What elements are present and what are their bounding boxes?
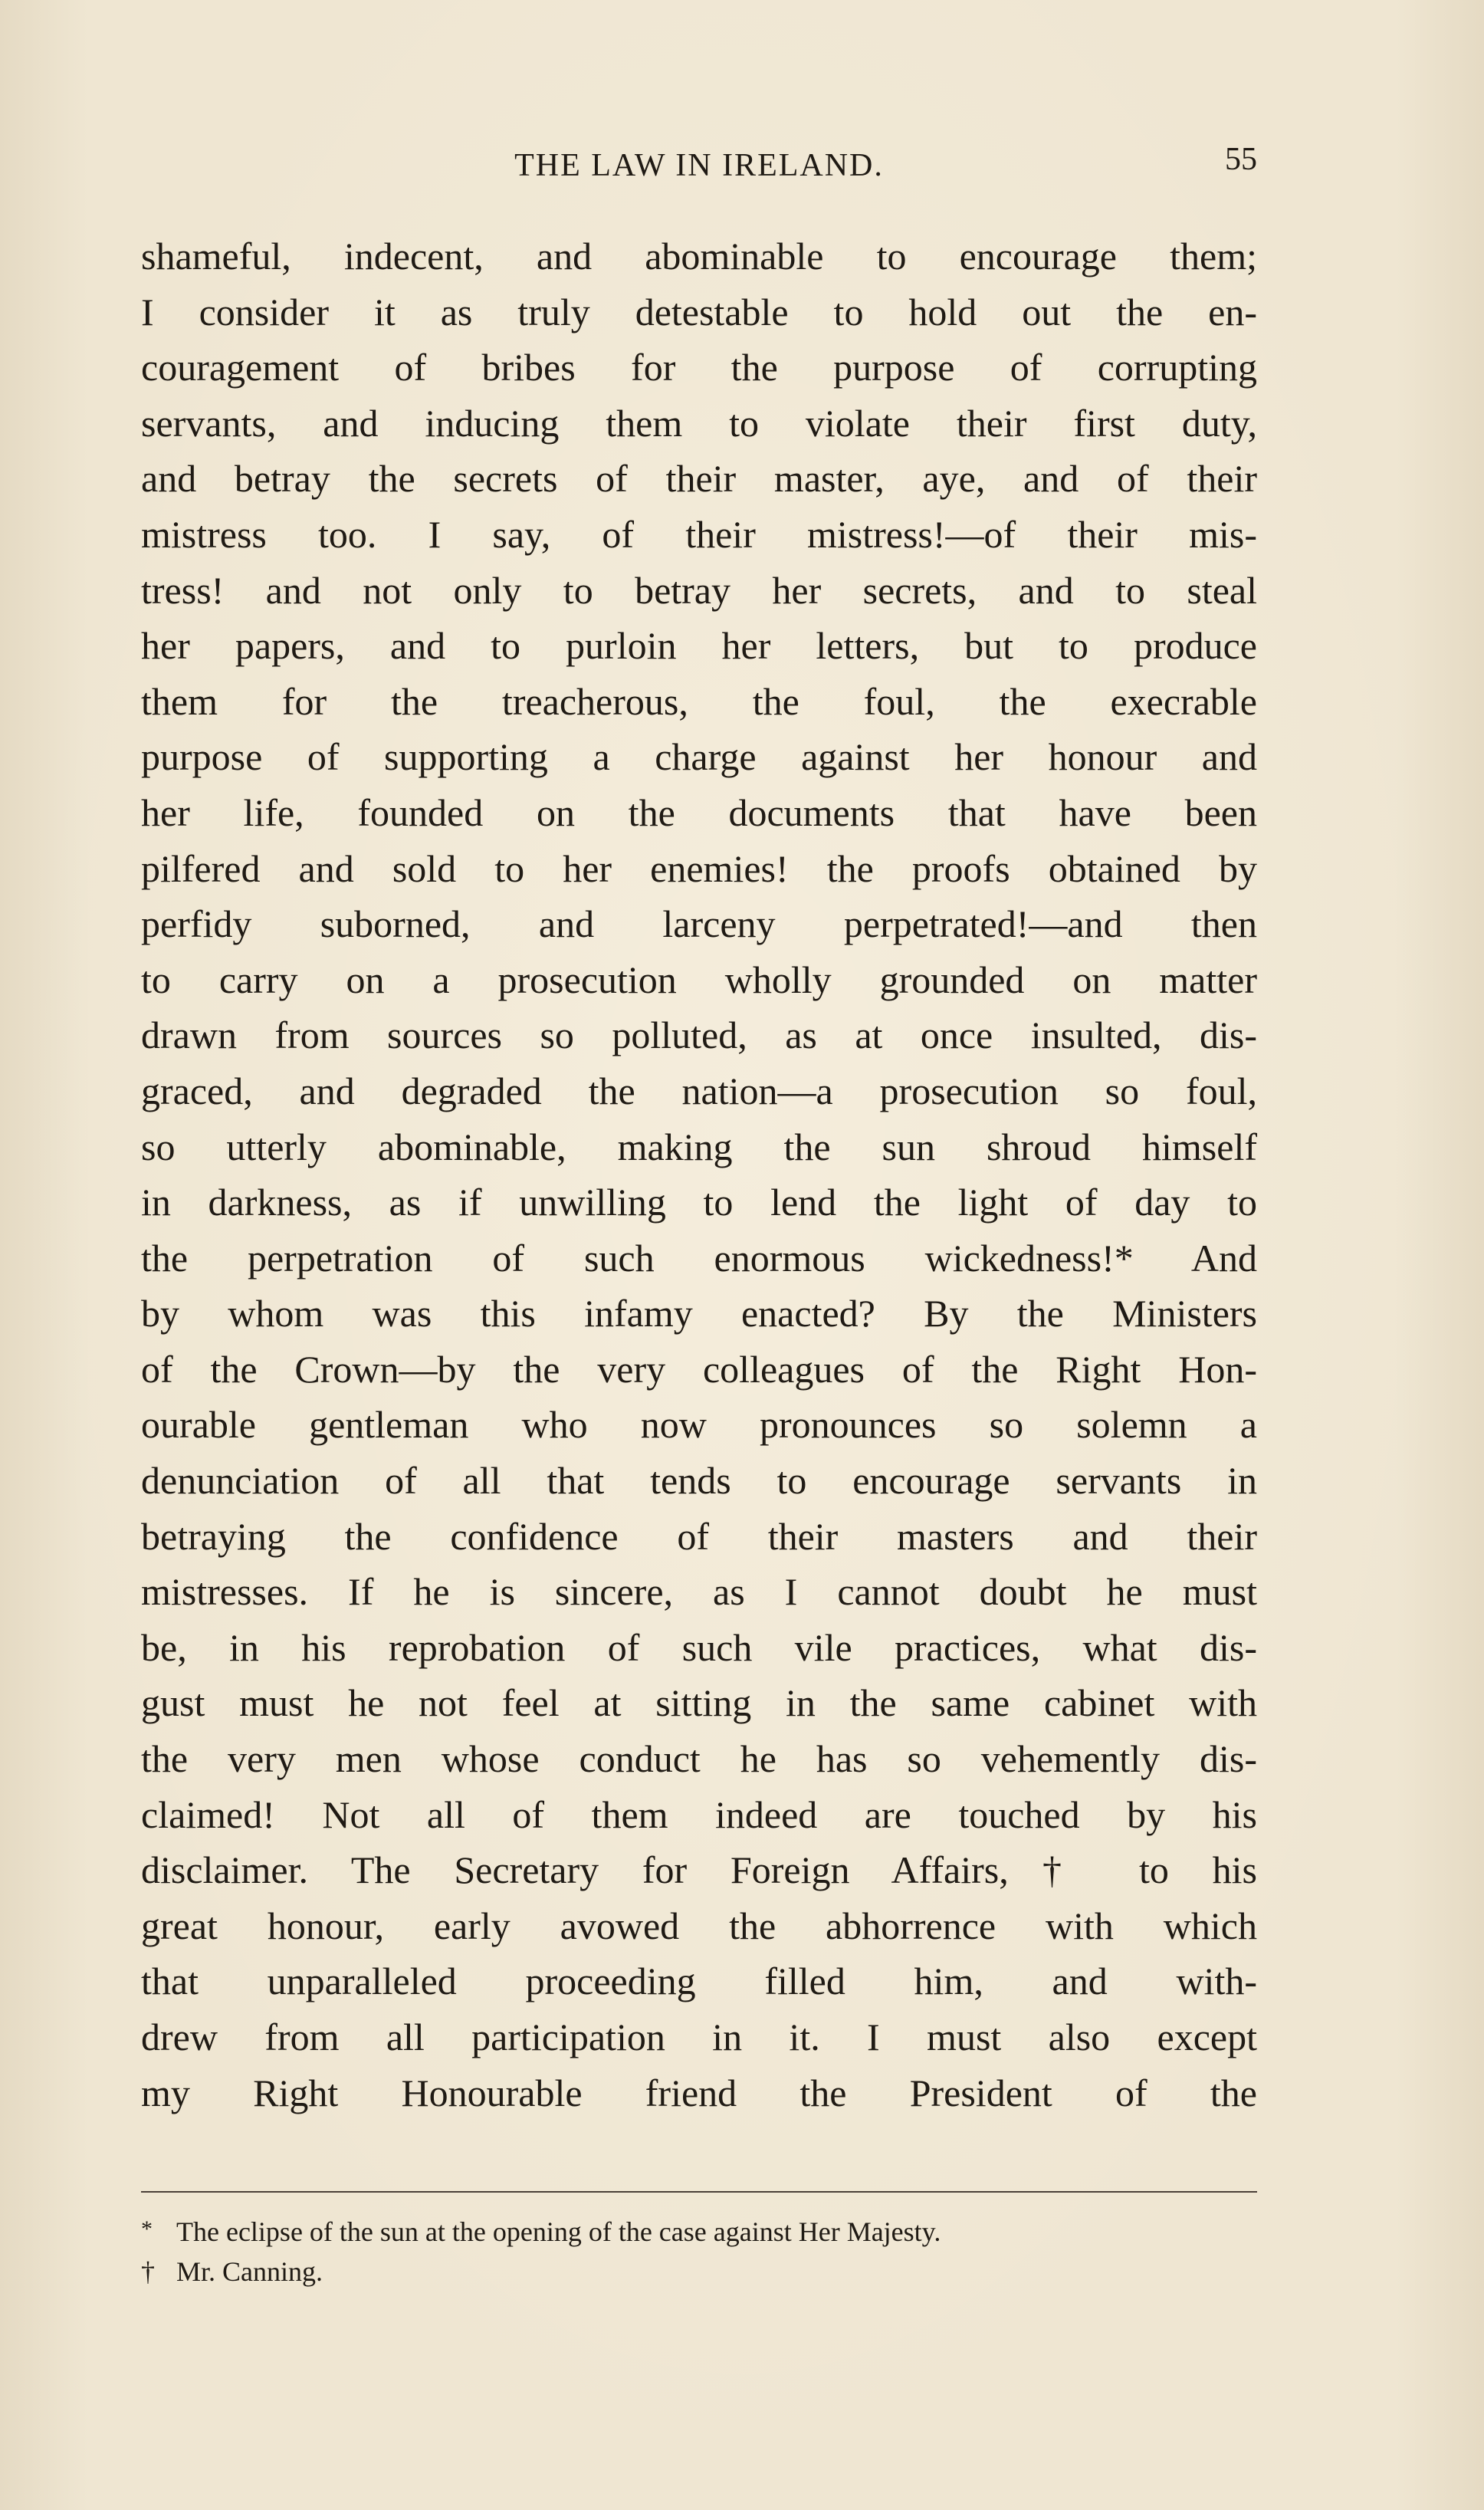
text-line: mistresses. If he is sincere, as I cannot doubt he must xyxy=(141,1570,1257,1614)
text-line: perfidy suborned, and larceny perpetrated!—and then xyxy=(141,902,1257,946)
text-line: that unparalleled proceeding filled him, and with- xyxy=(141,1960,1257,2003)
text-line: and betray the secrets of their master, aye, and of their xyxy=(141,457,1257,501)
running-title: THE LAW IN IRELAND. xyxy=(514,148,884,183)
page-number: 55 xyxy=(1225,142,1257,177)
text-line: I consider it as truly detestable to hold out the en- xyxy=(141,290,1257,333)
footnote-item xyxy=(141,2252,1257,2292)
text-line: the very men whose conduct he has so vehemently dis- xyxy=(141,1737,1257,1781)
text-line: graced, and degraded the nation—a prosecution so foul, xyxy=(141,1069,1257,1112)
text-line: the perpetration of such enormous wickedness!* And xyxy=(141,1236,1257,1280)
text-line: denunciation of all that tends to encourage servants in xyxy=(141,1459,1257,1503)
text-line: ourable gentleman who now pronounces so solemn a xyxy=(141,1403,1257,1447)
text-line: gust must he not feel at sitting in the same cabinet with xyxy=(141,1681,1257,1725)
text-line: shameful, indecent, and abominable to encourage them; xyxy=(141,235,1257,278)
footnote-text: The eclipse of the sun at the opening of the case against Her Majesty. xyxy=(176,2216,941,2247)
text-line: servants, and inducing them to violate their first duty, xyxy=(141,401,1257,445)
text-line: great honour, early avowed the abhorrence with which xyxy=(141,1904,1257,1947)
footnote-divider xyxy=(141,2191,1257,2193)
footnote-mark: † xyxy=(141,2256,155,2287)
text-line: so utterly abominable, making the sun shroud himself xyxy=(141,1125,1257,1168)
footnotes xyxy=(141,2191,1257,2292)
text-line: by whom was this infamy enacted? By the Ministers xyxy=(141,1292,1257,1335)
text-line: tress! and not only to betray her secrets, and to steal xyxy=(141,568,1257,612)
text-line: of the Crown—by the very colleagues of the Right Hon- xyxy=(141,1347,1257,1391)
footnote-item xyxy=(141,2209,1257,2252)
text-line: them for the treacherous, the foul, the execrable xyxy=(141,679,1257,723)
text-line: drawn from sources so polluted, as at once insulted, dis- xyxy=(141,1014,1257,1057)
running-head xyxy=(141,143,1257,189)
text-line: drew from all participation in it. I must also except xyxy=(141,2016,1257,2058)
text-line: betraying the confidence of their masters and their xyxy=(141,1514,1257,1558)
text-line: claimed! Not all of them indeed are touched by his xyxy=(141,1792,1257,1836)
footnote-mark: * xyxy=(141,2216,153,2242)
text-line: be, in his reprobation of such vile practices, what dis- xyxy=(141,1625,1257,1669)
text-line: purpose of supporting a charge against her honour and xyxy=(141,735,1257,779)
body-text xyxy=(141,228,1257,2121)
text-line: her life, founded on the documents that have been xyxy=(141,790,1257,834)
text-line: mistress too. I say, of their mistress!—of their mis- xyxy=(141,512,1257,556)
text-line: pilfered and sold to her enemies! the proofs obtained by xyxy=(141,846,1257,890)
text-line: to carry on a prosecution wholly grounded on matter xyxy=(141,958,1257,1001)
text-line: in darkness, as if unwilling to lend the light of day to xyxy=(141,1181,1257,1224)
text-line: her papers, and to purloin her letters, but to produce xyxy=(141,624,1257,668)
text-line: disclaimer. The Secretary for Foreign Affairs,† to his xyxy=(141,1848,1257,1892)
footnote-text: Mr. Canning. xyxy=(176,2256,323,2287)
text-line: my Right Honourable friend the President of the xyxy=(141,2071,1257,2114)
text-line: couragement of bribes for the purpose of corrupting xyxy=(141,346,1257,389)
